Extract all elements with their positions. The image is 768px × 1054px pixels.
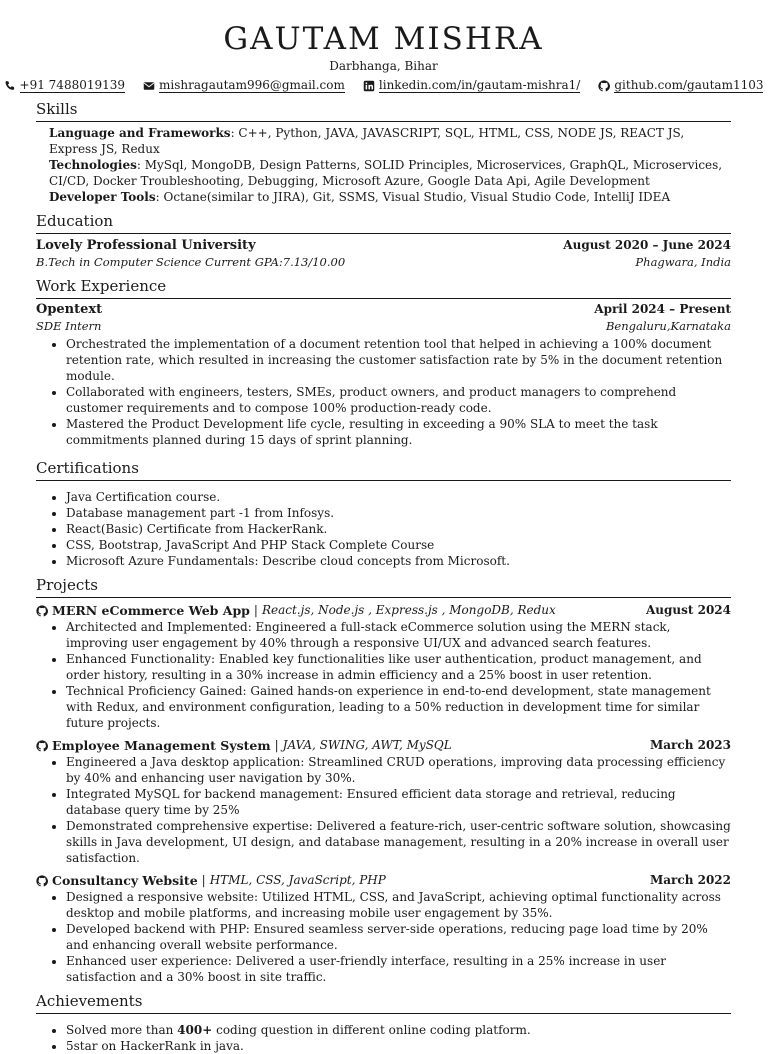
list-item: • Collaborated with engineers, testers, SMEs, product owners, and product managers to comprehend customer requirements and to compose 100% production-ready code. (66, 384, 731, 416)
list-item: • Engineered a Java desktop application: Streamlined CRUD operations, improving data processing efficiency by 40% and enhancing user navigation by 30%. (66, 754, 731, 786)
github-icon (598, 80, 610, 92)
project-bullets (36, 754, 731, 866)
list-item: • Demonstrated comprehensive expertise: Delivered a feature-rich, user-centric software solution, showcasing skills in Java development, UI design, and database management, resulting in a 20% increase in overall user satisfaction. (66, 818, 731, 866)
project-header (36, 872, 731, 889)
contact-phone (4, 78, 126, 93)
list-item (66, 1022, 731, 1038)
linkedin-icon (363, 80, 375, 92)
skill-label: Language and Frameworks (49, 126, 231, 140)
project-tech: React.js, Node.js , Express.js , MongoDB, Redux (261, 603, 556, 617)
list-item: • CSS, Bootstrap, JavaScript And PHP Stack Complete Course (66, 537, 731, 553)
skills-list (36, 125, 731, 205)
list-item: • React(Basic) Certificate from HackerRank. (66, 521, 731, 537)
project-bullets (36, 619, 731, 731)
skill-label: Technologies (49, 158, 137, 172)
skill-label: Developer Tools (49, 190, 156, 204)
skills-heading: Skills (36, 99, 731, 122)
certifications-heading: Certifications (36, 458, 731, 481)
project-title-group (36, 872, 386, 889)
github-link[interactable]: github.com/gautam1103 (614, 78, 764, 92)
project-date: March 2022 (650, 873, 731, 887)
work-subrow (36, 318, 731, 334)
list-item: • Mastered the Product Development life cycle, resulting in exceeding a 90% SLA to meet the task commitments planned during 15 days of sprint planning. (66, 416, 731, 448)
education-row (36, 237, 731, 254)
project-header (36, 602, 731, 619)
list-item: • Integrated MySQL for backend management: Ensured efficient data storage and retrieval, reducing database query time by 25% (66, 786, 731, 818)
contact-bar (19, 78, 764, 93)
achievement-text: coding question in different online coding platform. (212, 1023, 531, 1037)
project-date: March 2023 (650, 738, 731, 752)
phone-link[interactable]: +91 7488019139 (19, 78, 126, 92)
list-item: • Enhanced user experience: Delivered a user-friendly interface, resulting in a 25% increase in user satisfaction and a 30% boost in site traffic. (66, 953, 731, 985)
company-name: Opentext (36, 302, 103, 317)
achievement-count: 400+ (177, 1023, 213, 1037)
education-dates: August 2020 – June 2024 (563, 238, 731, 252)
list-item: • Java Certification course. (66, 489, 731, 505)
skill-row-technologies (49, 157, 731, 189)
list-item: • 5star on HackerRank in java. (66, 1038, 731, 1054)
school-name: Lovely Professional University (36, 238, 256, 253)
work-bullets (36, 336, 731, 448)
role: SDE Intern (36, 319, 102, 333)
education-subrow (36, 254, 731, 270)
education-place: Phagwara, India (635, 255, 731, 269)
list-item: • Technical Proficiency Gained: Gained hands-on experience in end-to-end development, state management with Redux, and environment configuration, leading to a 50% reduction in development time for similar future projects. (66, 683, 731, 731)
phone-icon (4, 80, 16, 92)
project-name: MERN eCommerce Web App (52, 603, 250, 618)
github-icon[interactable] (36, 875, 48, 887)
list-item: • Enhanced Functionality: Enabled key functionalities like user authentication, product management, and order history, resulting in a 30% increase in admin efficiency and a 25% boost in user retention. (66, 651, 731, 683)
project-header (36, 737, 731, 754)
list-item: • Architected and Implemented: Engineered a full-stack eCommerce solution using the MERN stack, improving user engagement by 40% through a responsive UI/UX and advanced search features. (66, 619, 731, 651)
separator: | (201, 873, 206, 887)
skill-row-tools (49, 189, 731, 205)
project-date: August 2024 (645, 603, 731, 617)
project-name: Consultancy Website (52, 873, 198, 888)
certifications-list (36, 489, 731, 569)
project-name: Employee Management System (52, 738, 271, 753)
work-row (36, 301, 731, 318)
achievement-text: Solved more than (66, 1023, 178, 1037)
location: Darbhanga, Bihar (329, 59, 438, 73)
github-icon[interactable] (36, 605, 48, 617)
project-title-group (36, 737, 452, 754)
skill-text: : C++, Python, JAVA, JAVASCRIPT, SQL, HTML, CSS, NODE JS, REACT JS, Express JS, Redux (49, 126, 685, 156)
project-tech: HTML, CSS, JavaScript, PHP (209, 873, 386, 887)
contact-email (143, 78, 345, 93)
degree: B.Tech in Computer Science Current GPA:7.13/10.00 (36, 255, 346, 269)
project-title-group (36, 602, 556, 619)
list-item: • Designed a responsive website: Utilized HTML, CSS, and JavaScript, achieving optimal functionality across desktop and mobile platforms, and increasing mobile user engagement by 35%. (66, 889, 731, 921)
linkedin-link[interactable]: linkedin.com/in/gautam-mishra1/ (378, 78, 581, 92)
skill-row-languages (49, 125, 731, 157)
projects-heading: Projects (36, 575, 731, 598)
skill-text: : Octane(similar to JIRA), Git, SSMS, Visual Studio, Visual Studio Code, IntelliJ IDEA (155, 190, 671, 204)
project-bullets (36, 889, 731, 985)
candidate-name: GAUTAM MISHRA (223, 21, 544, 57)
achievements-list (36, 1022, 731, 1054)
email-link[interactable]: mishragautam996@gmail.com (159, 78, 345, 92)
work-dates: April 2024 – Present (594, 302, 731, 316)
list-item: • Microsoft Azure Fundamentals: Describe cloud concepts from Microsoft. (66, 553, 731, 569)
work-heading: Work Experience (36, 276, 731, 299)
separator: | (253, 603, 258, 617)
project-tech: JAVA, SWING, AWT, MySQL (282, 738, 452, 752)
education-heading: Education (36, 211, 731, 234)
achievements-heading: Achievements (36, 991, 731, 1014)
contact-github (598, 78, 763, 93)
github-icon[interactable] (36, 740, 48, 752)
list-item: • Developed backend with PHP: Ensured seamless server-side operations, reducing page load time by 20% and enhancing overall website performance. (66, 921, 731, 953)
contact-linkedin (363, 78, 580, 93)
list-item: • Orchestrated the implementation of a document retention tool that helped in achieving a 100% document retention rate, which resulted in increasing the customer satisfaction rate by 5% in the document retention module. (66, 336, 731, 384)
mail-icon (143, 80, 155, 92)
work-place: Bengaluru,Karnataka (605, 319, 731, 333)
skill-text: : MySql, MongoDB, Design Patterns, SOLID Principles, Microservices, GraphQL, Microservices, CI/CD, Docker Troubleshooting, Debugging, Microsoft Azure, Google Data Api, Agile Development (49, 158, 723, 188)
list-item: • Database management part -1 from Infosys. (66, 505, 731, 521)
separator: | (274, 738, 279, 752)
